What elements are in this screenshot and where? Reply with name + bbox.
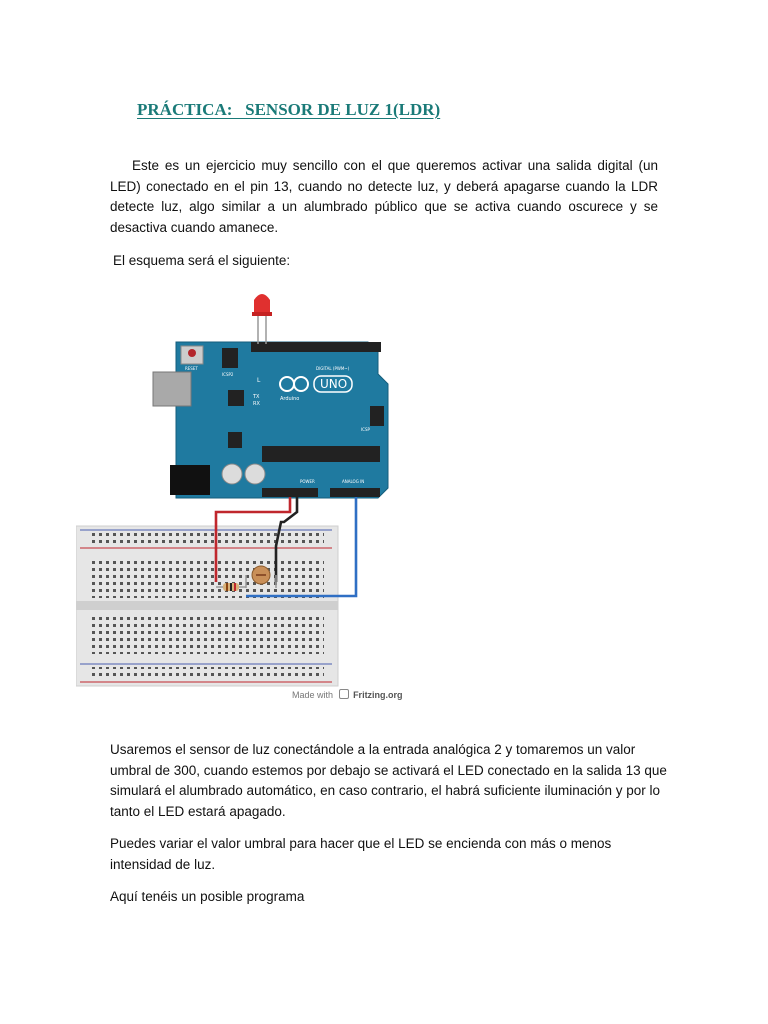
circuit-illustration	[76, 286, 396, 706]
reset-label: RESET	[185, 366, 198, 371]
digital-label: DIGITAL (PWM~)	[316, 366, 350, 371]
page-title: PRÁCTICA: SENSOR DE LUZ 1(LDR)	[137, 100, 441, 119]
led-l-label: L	[257, 377, 261, 384]
led-tx-label: TX	[253, 394, 260, 400]
analog-header	[330, 488, 380, 497]
threshold-paragraph: Puedes variar el valor umbral para hacer que el LED se encienda con más o menos intensidad de luz.	[110, 836, 612, 872]
led	[252, 294, 272, 344]
program-label: Aquí tenéis un posible programa	[110, 889, 305, 904]
circuit-diagram	[76, 286, 403, 706]
usage-paragraph: Usaremos el sensor de luz conectándole a la entrada analógica 2 y tomaremos un valor umbral de 300, cuando estemos por debajo se activará el LED conectado en la salida 13 que simulará el alumbrado automático, en caso contrario, el habrá suficiente iluminación y por lo tanto el LED estará apagado.	[110, 742, 667, 819]
credit-prefix: Made with	[292, 690, 334, 700]
power-header	[262, 488, 318, 497]
credit-brand: Fritzing.org	[353, 690, 403, 700]
icsp-label: ICSP	[361, 427, 370, 432]
icsp2-label: ICSP2	[222, 372, 234, 377]
atmega-chip	[262, 446, 380, 462]
digital-header	[251, 342, 381, 352]
schema-label: El esquema será el siguiente:	[113, 253, 291, 268]
usb-port	[153, 372, 191, 406]
analog-label: ANALOG IN	[342, 479, 365, 484]
intro-paragraph: Este es un ejercicio muy sencillo con el que queremos activar una salida digital (un LED) conectado en el pin 13, cuando no detecte luz, y deberá apagarse cuando la LDR detecte luz, algo similar a un alumbrado público que se activa cuando oscurece y se desactiva cuando amanece.	[110, 158, 658, 235]
power-jack	[170, 465, 210, 495]
reset-button	[188, 349, 196, 357]
arduino-board	[153, 342, 388, 498]
power-label: POWER	[300, 479, 315, 484]
model-label: UNO	[320, 377, 348, 391]
fritzing-credit	[292, 689, 403, 700]
brand-label: Arduino	[280, 396, 300, 402]
fritzing-icon	[339, 689, 349, 699]
led-rx-label: RX	[253, 401, 260, 407]
breadboard	[76, 526, 338, 686]
